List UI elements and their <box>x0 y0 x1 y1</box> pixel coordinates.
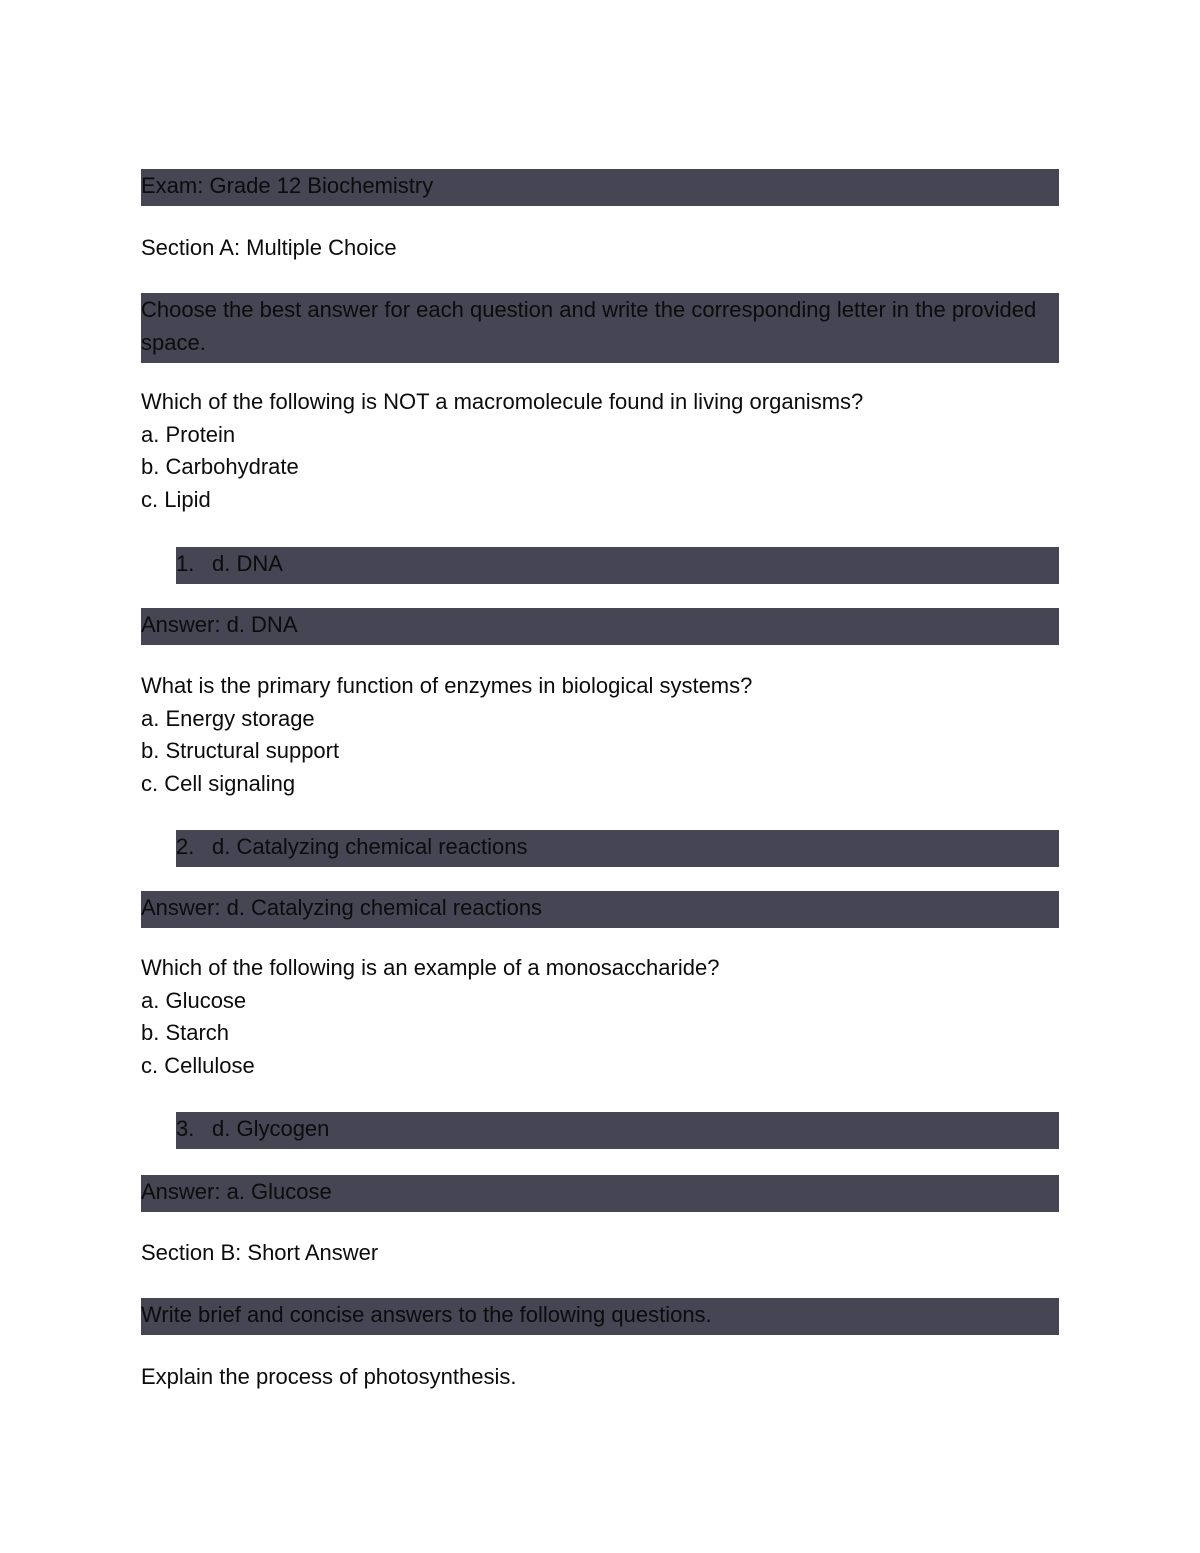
question-3-prompt: Which of the following is an example of a monosaccharide? <box>141 955 720 980</box>
exam-title <box>141 169 1059 206</box>
question-3-option-c: c. Cellulose <box>141 1052 255 1078</box>
question-3-list-number: 3. <box>176 1116 195 1141</box>
question-1-list-item <box>176 547 1059 584</box>
question-1-list-number: 1. <box>176 551 195 576</box>
section-a-title: Section A: Multiple Choice <box>141 235 397 260</box>
section-b-question-1: Explain the process of photosynthesis. <box>141 1364 517 1389</box>
question-3-option-a: a. Glucose <box>141 987 247 1013</box>
question-3-list-item <box>176 1112 1059 1149</box>
question-1-option-a: a. Protein <box>141 421 236 447</box>
section-a-instructions <box>141 293 1059 363</box>
section-b-instructions-text: Write brief and concise answers to the following questions. <box>141 1302 712 1327</box>
section-a-instructions-text: Choose the best answer for each question and write the corresponding letter in the provided space. <box>141 297 1037 355</box>
question-3-answer-text: Answer: a. Glucose <box>141 1179 332 1204</box>
question-2-prompt: What is the primary function of enzymes in biological systems? <box>141 673 753 698</box>
question-1 <box>141 386 1059 516</box>
question-3 <box>141 952 1059 1082</box>
question-2-option-b: b. Structural support <box>141 738 340 764</box>
question-3-option-d: d. Glycogen <box>212 1116 330 1141</box>
question-2-list-number: 2. <box>176 834 195 859</box>
question-2 <box>141 670 1059 800</box>
question-3-option-b: b. Starch <box>141 1020 230 1046</box>
question-1-option-c: c. Lipid <box>141 486 211 512</box>
question-2-option-d: d. Catalyzing chemical reactions <box>212 834 528 859</box>
section-b-instructions <box>141 1298 1059 1335</box>
question-2-option-c: c. Cell signaling <box>141 770 296 796</box>
question-1-answer <box>141 608 1059 645</box>
question-1-prompt: Which of the following is NOT a macromolecule found in living organisms? <box>141 389 864 414</box>
question-2-answer-text: Answer: d. Catalyzing chemical reactions <box>141 895 543 920</box>
question-2-option-a: a. Energy storage <box>141 705 315 731</box>
question-1-option-d: d. DNA <box>212 551 283 576</box>
question-3-answer <box>141 1175 1059 1212</box>
question-2-answer <box>141 891 1059 928</box>
exam-title-text: Exam: Grade 12 Biochemistry <box>141 173 434 198</box>
question-1-answer-text: Answer: d. DNA <box>141 612 298 637</box>
section-b-title: Section B: Short Answer <box>141 1240 379 1265</box>
question-1-option-b: b. Carbohydrate <box>141 454 299 480</box>
question-2-list-item <box>176 830 1059 867</box>
